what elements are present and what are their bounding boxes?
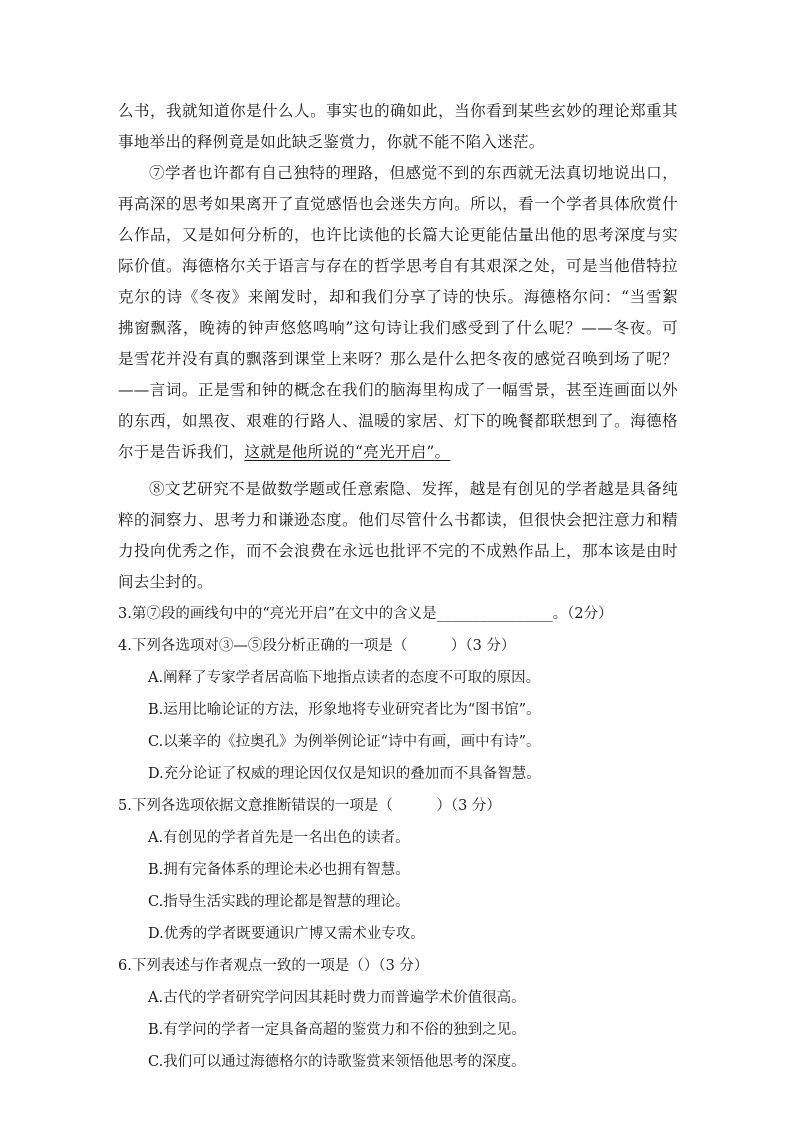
question-option: D.充分论证了权威的理论因仅仅是知识的叠加而不具备智慧。 [148, 766, 541, 782]
paragraph-continued [118, 96, 678, 158]
question-stem: 3.第⑦段的画线句中的“亮光开启”在文中的含义是________________。（2分） [118, 606, 613, 622]
question-option: B.运用比喻论证的方法，形象地将专业研究者比为“图书馆”。 [148, 702, 541, 718]
paragraph-text: ⑦学者也许都有自己独特的理路，但感觉不到的东西就无法真切地说出口，再高深的思考如果离开了直觉感悟也会迷失方向。所以，看一个学者具体欣赏什么作品，又是如何分析的，也许比读他的长篇大论更能估量出他的思考深度与实际价值。海德格尔关于语言与存在的哲学思考自有其艰深之处，可是当他借特拉克尔的诗《冬夜》来阐发时，却和我们分享了诗的快乐。海德格尔问：“当雪絮拂窗飘落，晚祷的钟声悠悠鸣响”这句诗让我们感受到了什么呢？——冬夜。可是雪花并没有真的飘落到课堂上来呀？那么是什么把冬夜的感觉召唤到场了呢？——言词。正是雪和钟的概念在我们的脑海里构成了一幅雪景，甚至连画面以外的东西，如黑夜、艰难的行路人、温暖的家居、灯下的晚餐都联想到了。海德格尔于是告诉我们， [118, 164, 678, 461]
paragraph-7 [118, 158, 678, 468]
question-stem: 4.下列各选项对③—⑤段分析正确的一项是（ ）（3 分） [118, 638, 516, 654]
question-option: A.有创见的学者首先是一名出色的读者。 [148, 830, 410, 846]
question-option: C.指导生活实践的理论都是智慧的理论。 [148, 894, 410, 910]
paragraph-8 [118, 474, 678, 598]
paragraph-text: 么书，我就知道你是什么人。事实也的确如此，当你看到某些玄妙的理论郑重其事地举出的释例竟是如此缺乏鉴赏力，你就不能不陷入迷茫。 [118, 102, 678, 151]
paragraph-text: ⑧文艺研究不是做数学题或任意索隐、发挥，越是有创见的学者越是具备纯粹的洞察力、思考力和谦逊态度。他们尽管什么书都读，但很快会把注意力和精力投向优秀之作，而不会浪费在永远也批评不完的不成熟作品上，那本该是由时间去尘封的。 [118, 480, 678, 591]
document-page [118, 96, 678, 1078]
question-option: C.以莱辛的《拉奥孔》为例举例论证“诗中有画，画中有诗”。 [148, 734, 541, 750]
question-option: D.优秀的学者既要通识广博又需术业专攻。 [148, 926, 425, 942]
underlined-sentence: 这就是他所说的“亮光开启”。 [244, 443, 451, 461]
question-option: B.拥有完备体系的理论未必也拥有智慧。 [148, 862, 410, 878]
question-option: A.阐释了专家学者居高临下地指点读者的态度不可取的原因。 [148, 670, 541, 686]
question-list [118, 598, 678, 1078]
question-option: B.有学问的学者一定具备高超的鉴赏力和不俗的独到之见。 [148, 1022, 526, 1038]
question-stem: 6.下列表述与作者观点一致的一项是（）（3 分） [118, 958, 429, 974]
question-option: A.古代的学者研究学问因其耗时费力而普遍学术价值很高。 [148, 990, 526, 1006]
question-option: C.我们可以通过海德格尔的诗歌鉴赏来领悟他思考的深度。 [148, 1054, 526, 1070]
question-stem: 5.下列各选项依据文意推断错误的一项是（ ）（3 分） [118, 798, 501, 814]
